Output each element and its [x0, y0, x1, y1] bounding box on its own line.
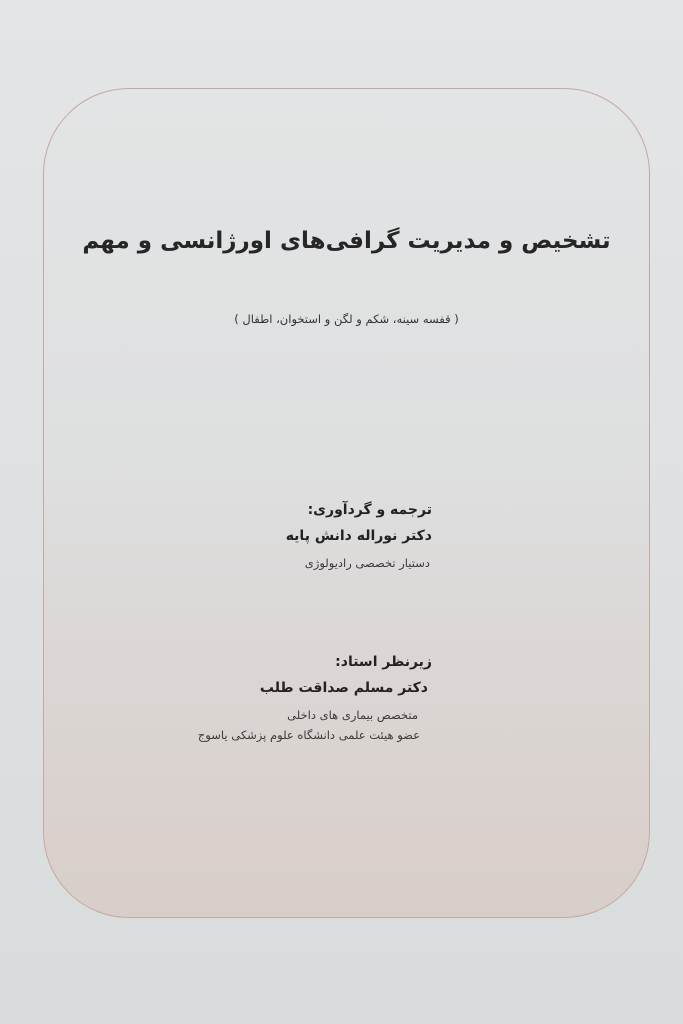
translator-heading: ترجمه و گردآوری: — [307, 502, 432, 518]
supervisor-specialty: متخصص بیماری های داخلی — [287, 708, 418, 722]
supervisor-name: دکتر مسلم صداقت طلب — [259, 680, 428, 696]
translator-name: دکتر نوراله دانش پایه — [285, 528, 432, 544]
book-subtitle: ( قفسه سینه، شکم و لگن و استخوان، اطفال ) — [234, 312, 459, 326]
translator-section — [286, 502, 432, 576]
translator-position: دستیار تخصصی رادیولوژی — [304, 556, 430, 570]
book-title: تشخیص و مدیریت گرافی‌های اورژانسی و مهم — [82, 228, 611, 254]
cover-content — [43, 88, 650, 918]
supervisor-affiliation: عضو هیئت علمی دانشگاه علوم پزشکی یاسوج — [197, 728, 420, 742]
supervisor-section — [198, 654, 432, 748]
supervisor-heading: زیرنظر استاد: — [335, 654, 432, 670]
